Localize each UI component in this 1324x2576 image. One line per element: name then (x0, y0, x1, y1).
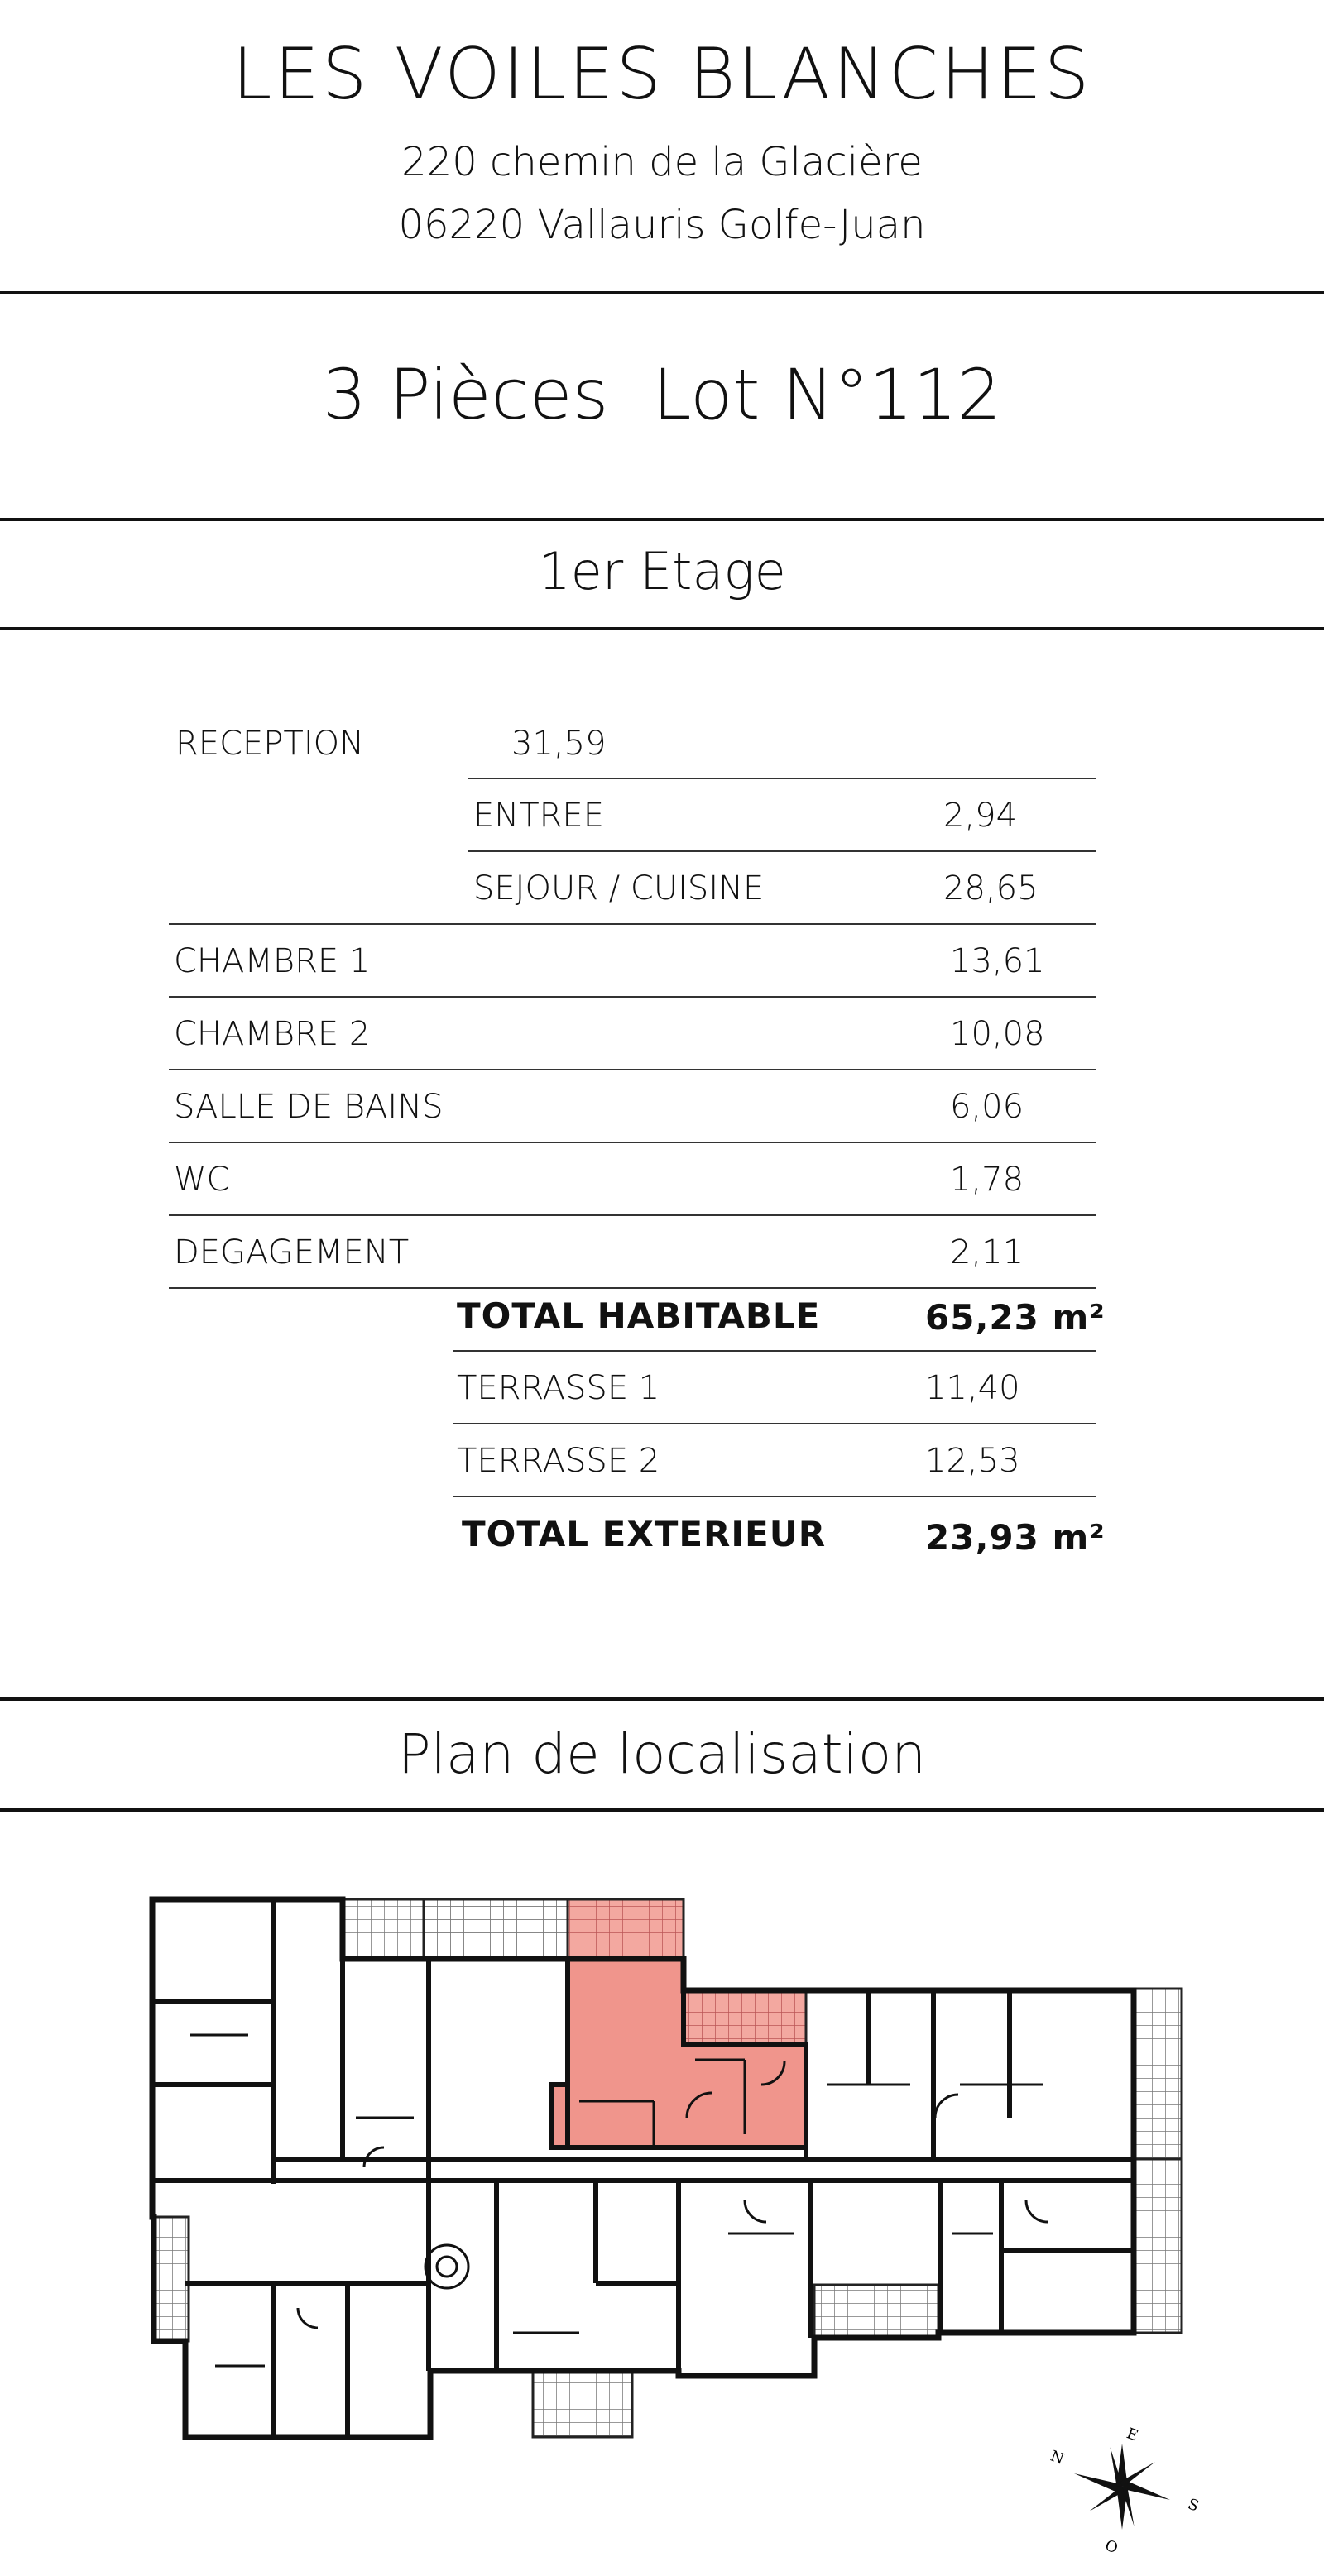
total-exterieur-label: TOTAL EXTERIEUR (462, 1514, 827, 1554)
terrace (1134, 1989, 1182, 2159)
table-row-label: DEGAGEMENT (174, 1233, 410, 1271)
compass-rose (1048, 2425, 1202, 2557)
terrace (154, 2217, 189, 2341)
terrace (424, 1899, 568, 1959)
table-row-label: SALLE DE BAINS (174, 1088, 444, 1126)
terrace (1134, 2159, 1182, 2333)
table-row-value: 10,08 (950, 1015, 1045, 1053)
lot-title: 3 Pièces Lot N°112 (322, 354, 1002, 435)
table-row-label: WC (174, 1161, 230, 1199)
table-row-label: SEJOUR / CUISINE (473, 869, 765, 907)
table-row-label: CHAMBRE 1 (174, 942, 371, 980)
highlighted-lot (551, 1959, 806, 2147)
table-row-value: 6,06 (950, 1088, 1024, 1126)
residence-name: LES VOILES BLANCHES (232, 33, 1092, 116)
plan-title: Plan de localisation (397, 1722, 927, 1786)
terrace (533, 2371, 632, 2437)
reception-label: RECEPTION (175, 725, 365, 763)
table-row-value: 2,11 (950, 1233, 1024, 1271)
compass-s: S (1185, 2495, 1202, 2516)
table-row-value: 13,61 (950, 942, 1045, 980)
compass-e: E (1124, 2425, 1141, 2445)
terrace-value: 11,40 (925, 1369, 1020, 1407)
table-row-value: 28,65 (943, 869, 1039, 907)
total-habitable-value: 65,23 m² (925, 1297, 1106, 1338)
address-line-1: 220 chemin de la Glacière (401, 139, 923, 185)
terrace-value: 12,53 (925, 1442, 1020, 1480)
terrace-highlight (568, 1899, 684, 1959)
compass-o: O (1102, 2536, 1120, 2558)
table-row-value: 2,94 (943, 797, 1018, 835)
floor-label: 1er Etage (538, 541, 786, 601)
reception-value: 31,59 (511, 725, 607, 763)
total-habitable-label: TOTAL HABITABLE (457, 1295, 821, 1336)
terrace-label: TERRASSE 2 (457, 1442, 660, 1480)
table-row-label: ENTREE (473, 797, 604, 835)
table-row-value: 1,78 (950, 1161, 1024, 1199)
compass-n: N (1048, 2447, 1067, 2468)
table-row-label: CHAMBRE 2 (174, 1015, 371, 1053)
address-line-2: 06220 Vallauris Golfe-Juan (398, 202, 926, 248)
terrace (814, 2285, 938, 2338)
terrace-highlight (684, 1990, 806, 2045)
total-exterieur-value: 23,93 m² (925, 1517, 1106, 1558)
terrace-label: TERRASSE 1 (457, 1369, 660, 1407)
